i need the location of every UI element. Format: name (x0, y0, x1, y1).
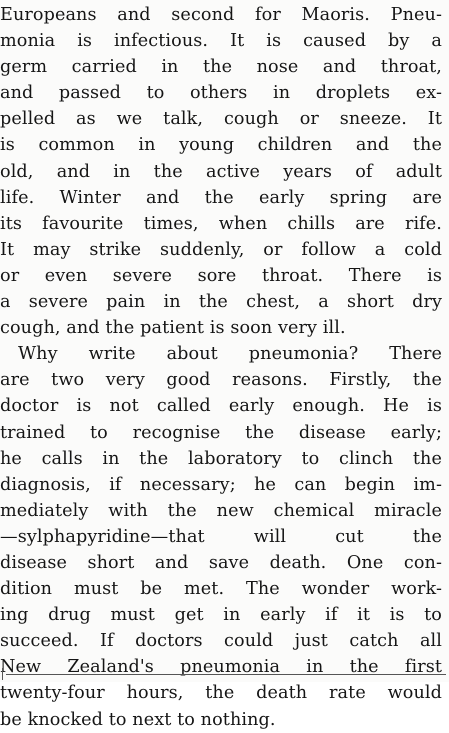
article-line: old, and in the active years of adult (0, 161, 442, 182)
article-line: monia is infectious. It is caused by a (0, 31, 442, 52)
article-line: mediately with the new chemical miracle (0, 500, 442, 521)
article-line: life. Winter and the early spring are (0, 187, 442, 208)
article-line: trained to recognise the disease early; (0, 422, 442, 443)
article-line: are two very good reasons. Firstly, the (0, 370, 442, 391)
article-line: succeed. If doctors could just catch all (0, 631, 442, 652)
article-line: is common in young children and the (0, 135, 442, 156)
article-line: —sylphapyridine—that will cut the (0, 526, 442, 547)
article-line: ing drug must get in early if it is to (0, 605, 442, 626)
article-line: doctor is not called early enough. He is (0, 396, 442, 417)
column-rule-tick (2, 668, 3, 680)
article-line: he calls in the laboratory to clinch the (0, 448, 442, 469)
article-line: Why write about pneumonia? There (18, 344, 442, 365)
column-bottom-rule (6, 674, 446, 675)
article-line: pelled as we talk, cough or sneeze. It (0, 109, 442, 130)
article-line: diagnosis, if necessary; he can begin im- (0, 474, 442, 495)
article-line: germ carried in the nose and throat, (0, 57, 442, 78)
article-line: be knocked to next to nothing. (0, 709, 276, 730)
article-line: It may strike suddenly, or follow a cold (0, 239, 442, 260)
article-column (0, 2, 442, 733)
article-line: a severe pain in the chest, a short dry (0, 292, 442, 313)
article-line: its favourite times, when chills are rife. (0, 213, 442, 234)
article-line: and passed to others in droplets ex- (0, 83, 442, 104)
article-line: or even severe sore throat. There is (0, 265, 442, 286)
article-line: New Zealand's pneumonia in the first (0, 657, 442, 678)
article-line: dition must be met. The wonder work- (0, 579, 442, 600)
article-line: twenty-four hours, the death rate would (0, 683, 442, 704)
article-line: Europeans and second for Maoris. Pneu- (0, 5, 442, 25)
article-line: cough, and the patient is soon very ill. (0, 318, 346, 339)
article-line: disease short and save death. One con- (0, 552, 442, 573)
